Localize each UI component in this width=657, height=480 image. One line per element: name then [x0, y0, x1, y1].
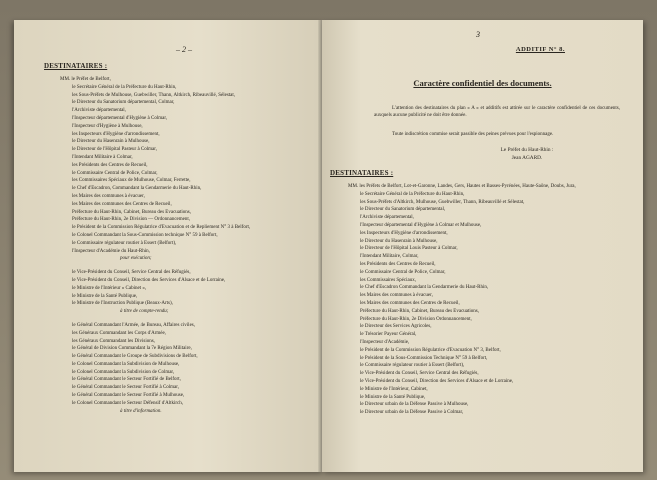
recipient-line: le Vice-Président du Conseil, Service Central des Réfugiés,	[72, 270, 191, 276]
recipient-line: les Maires des communes à évacuer,	[360, 293, 433, 299]
recipient-line: le Vice-Président du Conseil, Direction des Services d'Alsace et de Lorraine,	[360, 378, 514, 384]
recipient-line: les Commissaires Spéciaux de Mulhouse, Colmar, Ferrette,	[72, 178, 191, 184]
left-recipient-list	[60, 76, 310, 415]
recipient-line: le Général Commandant le Secteur Fortifié à Mulhouse,	[72, 393, 185, 399]
recipient-line: l'Inspecteur départemental d'Hygiène à Colmar et Mulhouse,	[360, 222, 482, 228]
recipient-line: Préfecture du Haut-Rhin, Cabinet, Bureau des Evacuations,	[360, 308, 479, 314]
recipient-line: le Directeur de l'Hôpital Pasteur à Colmar,	[72, 147, 157, 153]
recipient-line: le Ministre de la Santé Publique,	[360, 394, 426, 400]
recipient-line: le Secrétaire Général de la Préfecture du Haut-Rhin,	[72, 84, 177, 90]
recipient-line: les Présidents des Centres de Recueil,	[360, 261, 436, 267]
recipient-line: à titre de compte-rendu;	[120, 309, 169, 315]
left-page-number: – 2 –	[176, 45, 192, 54]
recipient-line: les Sous-Préfets de Mulhouse, Guebwiller, Thann, Altkirch, Ribeauvillé, Sélestat,	[72, 92, 236, 98]
recipient-line: le Commissaire régulateur routier à Essert (Belfort),	[72, 240, 177, 246]
recipient-line: Préfecture du Haut-Rhin, 2e Division Ordonnancement,	[360, 316, 472, 322]
recipient-line: MM. le Préfet de Belfort,	[60, 77, 111, 82]
recipient-line: le Ministre de l'Intérieur « Cabinet »,	[72, 285, 147, 291]
recipient-line: les Commissaires Spéciaux,	[360, 277, 416, 283]
recipient-line: le Directeur urbain de la Défense Passive à Colmar,	[360, 410, 464, 416]
recipient-line: le Général Commandant le Secteur Fortifié de Belfort,	[72, 377, 181, 383]
recipient-line: Préfecture du Haut-Rhin, Cabinet, Bureau des Evacuations,	[72, 209, 191, 215]
recipient-line: l'Inspecteur départemental d'Hygiène à Colmar,	[72, 115, 168, 121]
recipient-line: le Général Commandant l'Armée, 4e Bureau, Affaires civiles,	[72, 322, 195, 328]
recipient-line: les Présidents des Centres de Recueil,	[72, 162, 148, 168]
recipient-line: le Directeur du Hasenrain à Mulhouse,	[360, 238, 438, 244]
recipient-line: le Général de Division Commandant la 7e Région Militaire,	[72, 346, 192, 352]
recipient-line: Préfecture du Haut-Rhin, 2e Division — Ordonnancement,	[72, 217, 191, 223]
paragraph-espionage: Toute indiscrétion commise serait passible des peines prévues pour l'espionnage.	[392, 132, 554, 137]
recipient-line: les Généraux Commandant les Corps d'Armée,	[72, 330, 166, 336]
recipient-line: le Commissaire Central de Police, Colmar,	[72, 170, 158, 176]
recipient-line: le Directeur du Hasenrain à Mulhouse,	[72, 139, 150, 145]
recipient-line: le Vice-Président du Conseil, Service Central des Réfugiés,	[360, 371, 479, 377]
recipient-line: le Colonel Commandant le Secteur Défensif d'Altkirch,	[72, 400, 184, 406]
recipient-line: le Secrétaire Général de la Préfecture du Haut-Rhin,	[360, 191, 465, 197]
recipient-line: l'Archiviste départemental,	[72, 108, 126, 114]
recipient-line: les Inspecteurs d'Hygiène d'arrondissement,	[72, 131, 160, 137]
recipient-line: les Inspecteurs d'Hygiène d'arrondissement,	[360, 230, 448, 236]
left-page	[14, 20, 324, 472]
additif-number: ADDITIF N° 8.	[515, 46, 565, 53]
signature-title: Le Préfet du Haut-Rhin :	[500, 147, 554, 153]
recipient-line: l'Inspecteur d'Académie du Haut-Rhin,	[72, 248, 150, 254]
right-page	[322, 20, 643, 472]
recipient-line: le Colonel Commandant la Subdivision de Colmar,	[72, 369, 175, 375]
recipient-line: le Chef d'Escadron, Commandant la Gendarmerie du Haut-Rhin,	[72, 186, 202, 192]
recipient-line: le Directeur du Sanatorium départemental, Colmar,	[72, 100, 175, 106]
signature-block	[472, 147, 582, 162]
recipient-line: le Ministre de l'Intérieur, Cabinet,	[360, 386, 428, 392]
recipient-line: le Vice-Président du Conseil, Direction des Services d'Alsace et de Lorraine,	[72, 277, 226, 283]
recipient-line: l'Archiviste départemental,	[360, 215, 414, 221]
recipient-line: le Président de la Commission Régulatrice d'Evacuation et de Repliement N° 3 à Belfort,	[72, 225, 251, 231]
document-title: Caractère confidentiel des documents.	[413, 78, 552, 88]
recipient-line: les Sous-Préfets d'Altkirch, Mulhouse, Guebwiller, Thann, Ribeauvillé et Sélestat,	[360, 199, 525, 205]
recipient-line: le Président de la Commission Régulatrice d'Evacuation N° 3, Belfort,	[360, 347, 501, 353]
recipient-line: le Ministre de l'Instruction Publique (Beaux-Arts),	[72, 301, 173, 307]
recipient-line: les Maires des communes à évacuer,	[72, 193, 145, 199]
recipient-line: le Trésorier Payeur Général,	[360, 332, 417, 338]
recipient-line: le Directeur des Services Agricoles,	[360, 324, 432, 330]
recipient-line: pour exécution;	[120, 256, 152, 262]
paragraph-confidentiality: L'attention des destinataires du plan « A » et additifs est attirée sur le caractère confidentiel de ces documents, auxquels aucune publicité ne doit être donnée.	[374, 106, 620, 118]
recipient-line: les Maires des communes des Centres de Recueil,	[360, 300, 460, 306]
recipient-line: le Général Commandant le Groupe de Subdivisions de Belfort,	[72, 354, 198, 360]
signature-name: Jean AGARD.	[511, 154, 543, 161]
right-recipients-header: DESTINATAIRES :	[330, 169, 394, 177]
recipient-line: le Colonel Commandant la Subdivision de Mulhouse,	[72, 361, 180, 367]
recipient-line: le Ministre de la Santé Publique,	[72, 293, 138, 299]
recipient-line: le Général Commandant le Secteur Fortifié à Colmar,	[72, 385, 179, 391]
recipient-line: le Président de la Sous-Commission Technique N° 59 à Belfort,	[360, 355, 488, 361]
recipient-line: l'Intendant Militaire, Colmar,	[360, 254, 419, 260]
recipient-line: l'Inspecteur d'Académie,	[360, 339, 410, 345]
recipient-line: le Directeur de l'Hôpital Louis Pasteur à Colmar,	[360, 246, 458, 252]
recipient-line: à titre d'information.	[120, 408, 162, 414]
recipient-line: MM. les Préfets de Belfort, Lot-et-Garonne, Landes, Gers, Hautes et Basses-Pyrénées, Haute-Saône, Doubs, Jura,	[348, 184, 576, 189]
recipient-line: les Maires des communes des Centres de Recueil,	[72, 201, 172, 207]
recipient-line: le Commissaire régulateur routier à Essert (Belfort),	[360, 363, 465, 369]
recipient-line: le Directeur du Sanatorium départemental,	[360, 207, 446, 213]
recipient-line: les Généraux Commandant les Divisions,	[72, 338, 155, 344]
recipient-line: le Directeur urbain de la Défense Passive à Mulhouse,	[360, 402, 469, 408]
recipient-line: le Commissaire Central de Police, Colmar,	[360, 269, 446, 275]
recipient-line: l'Inspecteur d'Hygiène à Mulhouse,	[72, 123, 143, 129]
right-recipient-list	[348, 183, 618, 417]
recipient-line: le Chef d'Escadron Commandant la Gendarmerie du Haut-Rhin,	[360, 285, 489, 291]
recipient-line: le Colonel Commandant la Sous-Commission technique N° 59 à Belfort,	[72, 232, 218, 238]
left-recipients-header: DESTINATAIRES :	[44, 62, 108, 70]
right-page-number: 3	[476, 30, 480, 39]
recipient-line: l'Intendant Militaire à Colmar,	[72, 154, 133, 160]
